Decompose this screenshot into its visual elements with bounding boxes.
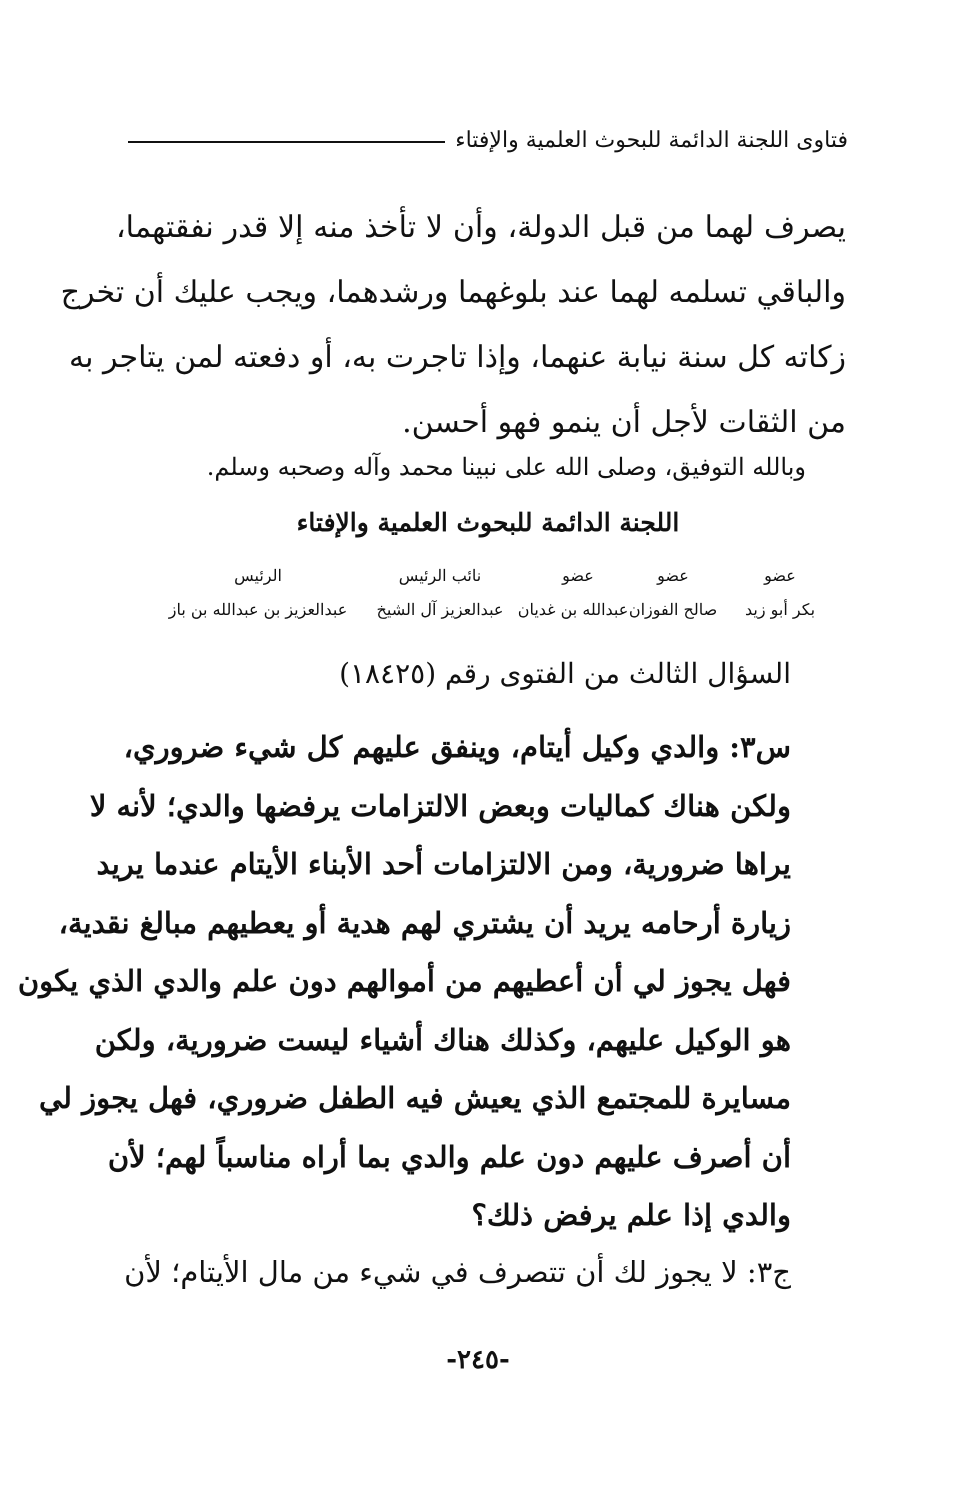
text-line: مسايرة للمجتمع الذي يعيش فيه الطفل ضروري، فهل يجوز لي — [39, 1081, 791, 1115]
closing-prayer: وبالله التوفيق، وصلى الله على نبينا محمد وآله وصحبه وسلم. — [206, 453, 806, 481]
text-line: يراها ضرورية، ومن الالتزامات أحد الأبناء الأيتام عندما يريد — [96, 847, 791, 881]
text-line: ج٣: لا يجوز لك أن تتصرف في شيء من مال الأيتام؛ لأن — [124, 1255, 791, 1289]
signatory-role: نائب الرئيس — [398, 566, 482, 585]
signatory-name: صالح الفوزان — [628, 600, 718, 619]
signatory-name: بكر أبو زيد — [744, 600, 816, 619]
signatory-name: عبدالعزيز بن عبدالله بن باز — [168, 600, 348, 619]
text-line: من الثقات لأجل أن ينمو فهو أحسن. — [402, 405, 846, 440]
question-paragraph — [17, 718, 791, 1245]
text-line: زيارة أرحامه يريد أن يشتري لهم هدية أو يعطيهم مبالغ نقدية، — [58, 905, 791, 940]
text-line: يصرف لهما من قبل الدولة، وأن لا تأخذ منه إلا قدر نفقتهما، — [116, 210, 846, 245]
signatory-role: عضو — [562, 566, 594, 585]
signatory-role: عضو — [764, 566, 796, 585]
signatory-role: الرئيس — [234, 566, 282, 585]
answer-paragraph — [124, 1243, 791, 1301]
running-title: فتاوى اللجنة الدائمة للبحوث العلمية والإفتاء — [455, 127, 848, 153]
signatory-name: عبدالله بن غديان — [517, 600, 629, 619]
question-reference: السؤال الثالث من الفتوى رقم (١٨٤٢٥) — [339, 657, 791, 690]
page-number: -٢٤٥- — [446, 1345, 510, 1375]
text-line: فهل يجوز لي أن أعطيهم من أموالهم دون علم والدي الذي يكون — [17, 964, 791, 998]
text-line: س٣: والدي وكيل أيتام، وينفق عليهم كل شيء ضروري، — [123, 730, 791, 764]
committee-name: اللجنة الدائمة للبحوث العلمية والإفتاء — [296, 508, 680, 537]
header-rule — [128, 141, 445, 143]
text-line: هو الوكيل عليهم، وكذلك هناك أشياء ليست ضرورية، ولكن — [94, 1022, 791, 1057]
paragraph-continuation — [60, 195, 846, 455]
text-line: والباقي تسلمه لهما عند بلوغهما ورشدهما، ويجب عليك أن تخرج — [60, 275, 846, 310]
signatory-role: عضو — [657, 566, 689, 585]
text-line: زكاته كل سنة نيابة عنهما، وإذا تاجرت به، أو دفعته لمن يتاجر به — [69, 340, 846, 375]
text-line: أن أصرف عليهم دون علم والدي بما أراه مناسباً لهم؛ لأن — [107, 1139, 791, 1174]
signatory-name: عبدالعزيز آل الشيخ — [376, 600, 504, 619]
running-header — [128, 120, 848, 160]
text-line: والدي إذا علم يرفض ذلك؟ — [471, 1198, 791, 1232]
text-line: ولكن هناك كماليات وبعض الالتزامات يرفضها والدي؛ لأنه لا — [89, 788, 791, 823]
